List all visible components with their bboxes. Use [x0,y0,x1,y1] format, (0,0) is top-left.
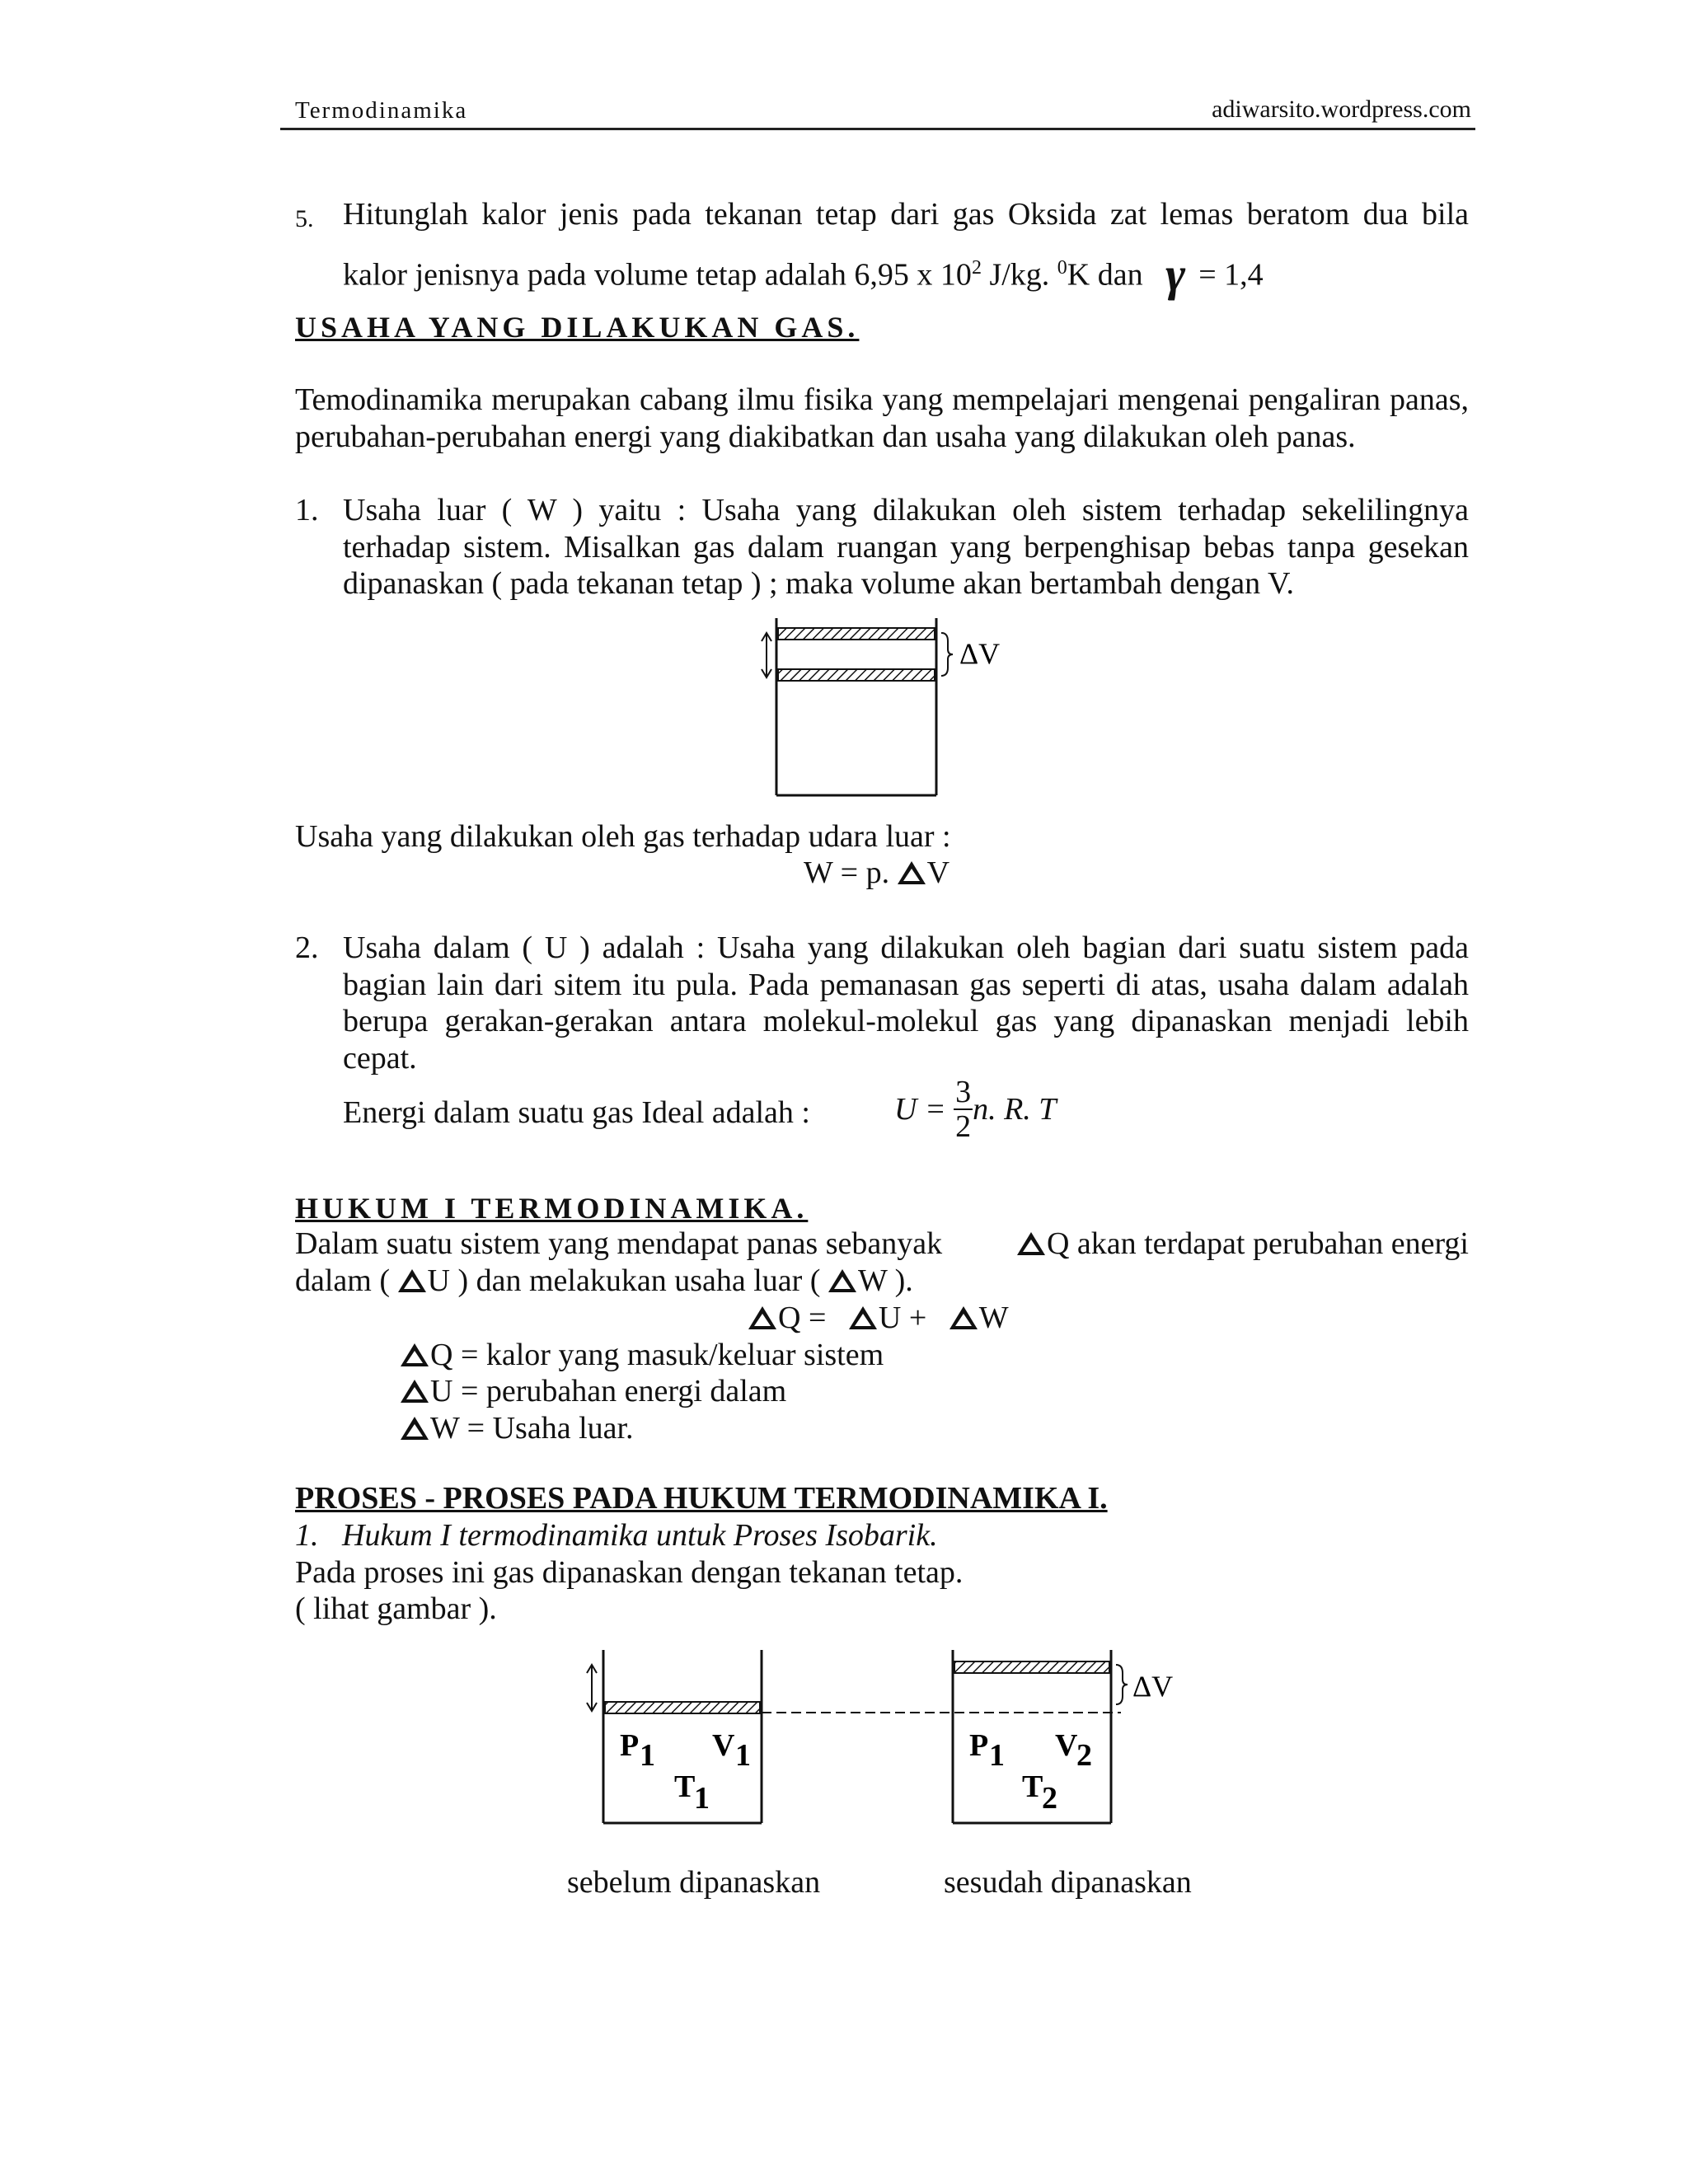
delta-icon [401,1343,429,1366]
piston-diagram [758,618,1022,808]
after-delta-v: ΔV [1132,1670,1174,1703]
def-w-text: W = Usaha luar. [430,1411,634,1446]
before-v-sub: 1 [735,1738,751,1773]
question-line-2b: J/kg. [981,257,1057,293]
def-q [401,1337,884,1374]
item-2-text: Usaha dalam ( U ) adalah : Usaha yang dilakukan oleh bagian dari suatu sistem pada bagian lain dari sitem itu pula. Pada pemanasan gas seperti di atas, usaha dalam adalah berupa gerakan-gerakan antara molekul-molekul gas yang dipanaskan menjadi lebih cepat. [343,930,1469,1076]
hukum-line-2 [295,1263,913,1300]
before-p: P [620,1728,640,1763]
section-heading-usaha: USAHA YANG DILAKUKAN GAS. [295,311,860,344]
def-u [401,1373,786,1410]
header-title: Termodinamika [295,97,468,124]
hukum-text-e: W ). [857,1263,913,1298]
eq-u: U + [878,1301,927,1335]
energy-text: Energi dalam suatu gas Ideal adalah : [343,1095,810,1130]
before-t-sub: 1 [694,1781,710,1816]
question-line-2c: K dan [1067,257,1143,293]
item-1-number: 1. [295,493,319,527]
hukum-text-c: dalam ( [295,1263,391,1298]
after-t: T [1022,1769,1043,1804]
def-u-text: U = perubahan energi dalam [430,1374,787,1408]
after-v: V [1055,1728,1078,1763]
hukum-text-a: Dalam suatu sistem yang mendapat panas sebanyak [295,1226,943,1261]
delta-icon [828,1269,856,1292]
delta-icon [1017,1232,1045,1255]
section-heading-proses: PROSES - PROSES PADA HUKUM TERMODINAMIKA I. [295,1481,1108,1516]
isobaric-diagram [577,1648,1203,1896]
work-intro: Usaha yang dilakukan oleh gas terhadap udara luar : [295,819,951,854]
question-number: 5. [295,205,314,232]
before-t: T [674,1769,696,1804]
caption-before: sebelum dipanaskan [567,1865,821,1900]
container-before [587,1650,762,1823]
work-formula-b: V [926,855,950,890]
def-q-text: Q = kalor yang masuk/keluar sistem [430,1338,884,1372]
item-2-number: 2. [295,930,319,965]
delta-icon [401,1380,429,1403]
energy-formula [894,1076,1056,1143]
container-after [953,1650,1173,1823]
hukum-text-b: Q akan terdapat perubahan energi [1046,1226,1469,1261]
hukum-line-1 [295,1226,1469,1263]
energy-rhs: n. R. T [973,1092,1057,1127]
isobaric-item: 1. Hukum I termodinamika untuk Proses Isobarik. [295,1518,938,1553]
piston-bottom [778,669,935,681]
intro-paragraph: Temodinamika merupakan cabang ilmu fisika yang mempelajari mengenai pengaliran panas, perubahan-perubahan energi yang diakibatkan dan usaha yang dilakukan oleh panas. [295,382,1469,454]
fraction-denominator: 2 [955,1109,972,1144]
isobaric-line-2: ( lihat gambar ). [295,1591,497,1626]
delta-icon [950,1306,978,1329]
gamma-symbol: γ [1165,246,1186,301]
item-1-text: Usaha luar ( W ) yaitu : Usaha yang dilakukan oleh sistem terhadap sekelilingnya terhadap sistem. Misalkan gas dalam ruangan yang berpenghisap bebas tanpa gesekan dipanaskan ( pada tekanan tetap ) ; maka volume akan bertambah dengan V. [343,493,1469,601]
def-w [401,1410,634,1447]
piston-top [778,628,935,640]
delta-icon [401,1417,429,1440]
hukum-text-d: U ) dan melakukan usaha luar ( [427,1263,821,1298]
exponent: 2 [971,257,982,279]
delta-icon [398,1269,426,1292]
header-rule [280,128,1475,130]
header-url[interactable]: adiwarsito.wordpress.com [1212,96,1471,123]
fraction-numerator: 3 [955,1075,972,1109]
delta-icon [748,1306,776,1329]
delta-icon [898,861,926,884]
question-line-1: Hitunglah kalor jenis pada tekanan tetap dari gas Oksida zat lemas beratom dua bila [343,197,1469,232]
question-line-2d: = 1,4 [1198,257,1264,293]
before-v: V [712,1728,735,1763]
eq-q: Q = [778,1301,827,1335]
work-formula [804,855,950,892]
fraction [954,1076,973,1143]
question-line-2a: kalor jenisnya pada volume tetap adalah 6,95 x 10 [343,257,972,293]
after-t-sub: 2 [1042,1781,1057,1816]
work-formula-a: W = p. [804,855,890,890]
after-p: P [969,1728,989,1763]
after-p-sub: 1 [989,1738,1005,1773]
isobaric-line-1: Pada proses ini gas dipanaskan dengan tekanan tetap. [295,1555,964,1590]
eq-w: W [978,1301,1009,1335]
before-p-sub: 1 [640,1738,655,1773]
caption-after: sesudah dipanaskan [944,1865,1192,1900]
after-v-sub: 2 [1076,1738,1092,1773]
section-heading-hukum: HUKUM I TERMODINAMIKA. [295,1192,809,1225]
energy-lhs: U = [894,1092,946,1127]
delta-v-label: ΔV [959,637,1001,670]
first-law-equation [748,1300,1009,1337]
question-line-2 [343,246,1264,301]
degree-sup: 0 [1057,257,1067,279]
delta-icon [849,1306,877,1329]
